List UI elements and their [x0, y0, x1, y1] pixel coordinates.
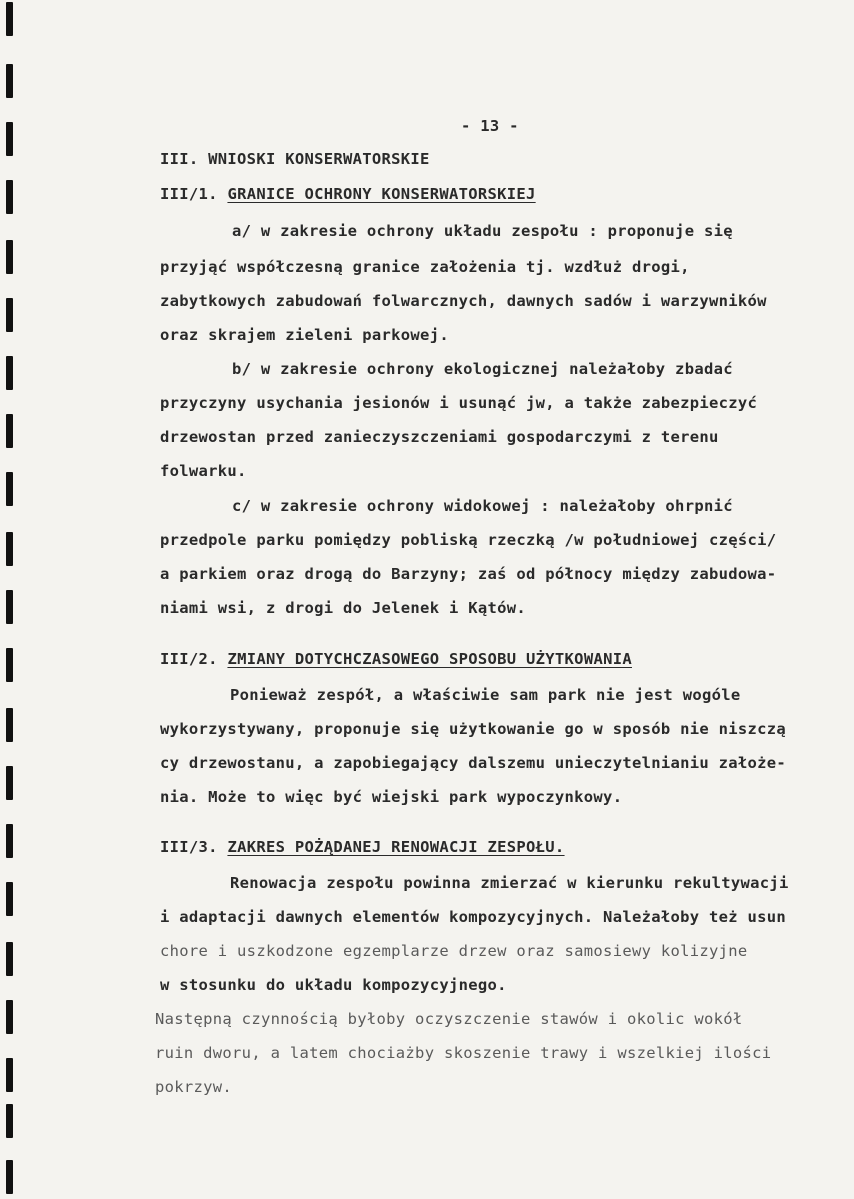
main-heading-text: III. WNIOSKI KONSERWATORSKIE	[160, 150, 430, 168]
paragraph-line: Renowacja zespołu powinna zmierzać w kierunku rekultywacji	[230, 874, 789, 892]
paragraph-line: a parkiem oraz drogą do Barzyny; zaś od północy między zabudowa-	[160, 565, 777, 583]
section-2-number: III/2.	[160, 650, 218, 668]
paragraph-line: nia. Może to więc być wiejski park wypoczynkowy.	[160, 788, 623, 806]
paragraph-line: ruin dworu, a latem chociażby skoszenie trawy i wszelkiej ilości	[155, 1044, 772, 1062]
paragraph-line: chore i uszkodzone egzemplarze drzew oraz samosiewy kolizyjne	[160, 942, 748, 960]
paragraph-line: drzewostan przed zanieczyszczeniami gospodarczymi z terenu	[160, 428, 719, 446]
section-3-number: III/3.	[160, 838, 218, 856]
paragraph-line: zabytkowych zabudowań folwarcznych, dawnych sadów i warzywników	[160, 292, 767, 310]
paragraph-line: przedpole parku pomiędzy pobliską rzeczką /w południowej części/	[160, 531, 777, 549]
paragraph-line: wykorzystywany, proponuje się użytkowanie go w sposób nie niszczą	[160, 720, 787, 738]
paragraph-line: Następną czynnością byłoby oczyszczenie stawów i okolic wokół	[155, 1010, 743, 1028]
paragraph-line: niami wsi, z drogi do Jelenek i Kątów.	[160, 599, 527, 617]
page-number: - 13 -	[461, 117, 519, 135]
paragraph-line: pokrzyw.	[155, 1078, 233, 1096]
section-3-heading	[160, 838, 565, 856]
section-1-heading	[160, 185, 536, 203]
paragraph-line: cy drzewostanu, a zapobiegający dalszemu unieczytelnianiu założe-	[160, 754, 787, 772]
section-2-heading	[160, 650, 632, 668]
paragraph-line: c/ w zakresie ochrony widokowej : należałoby ohrpnić	[232, 497, 733, 515]
paragraph-line: w stosunku do układu kompozycyjnego.	[160, 976, 507, 994]
section-1-title: GRANICE OCHRONY KONSERWATORSKIEJ	[227, 185, 536, 203]
paragraph-line: a/ w zakresie ochrony układu zespołu : proponuje się	[232, 222, 733, 240]
paragraph-line: b/ w zakresie ochrony ekologicznej należałoby zbadać	[232, 360, 733, 378]
paragraph-line: oraz skrajem zieleni parkowej.	[160, 326, 449, 344]
section-1-number: III/1.	[160, 185, 218, 203]
paragraph-line: folwarku.	[160, 462, 247, 480]
paragraph-line: Ponieważ zespół, a właściwie sam park nie jest wogóle	[230, 686, 741, 704]
paragraph-line: przyczyny usychania jesionów i usunąć jw, a także zabezpieczyć	[160, 394, 758, 412]
paragraph-line: i adaptacji dawnych elementów kompozycyjnych. Należałoby też usun	[160, 908, 787, 926]
main-heading	[160, 150, 430, 168]
paragraph-line: przyjąć współczesną granice założenia tj. wzdłuż drogi,	[160, 258, 690, 276]
section-3-title: ZAKRES POŻĄDANEJ RENOWACJI ZESPOŁU.	[227, 838, 565, 856]
section-2-title: ZMIANY DOTYCHCZASOWEGO SPOSOBU UŻYTKOWANIA	[227, 650, 632, 668]
